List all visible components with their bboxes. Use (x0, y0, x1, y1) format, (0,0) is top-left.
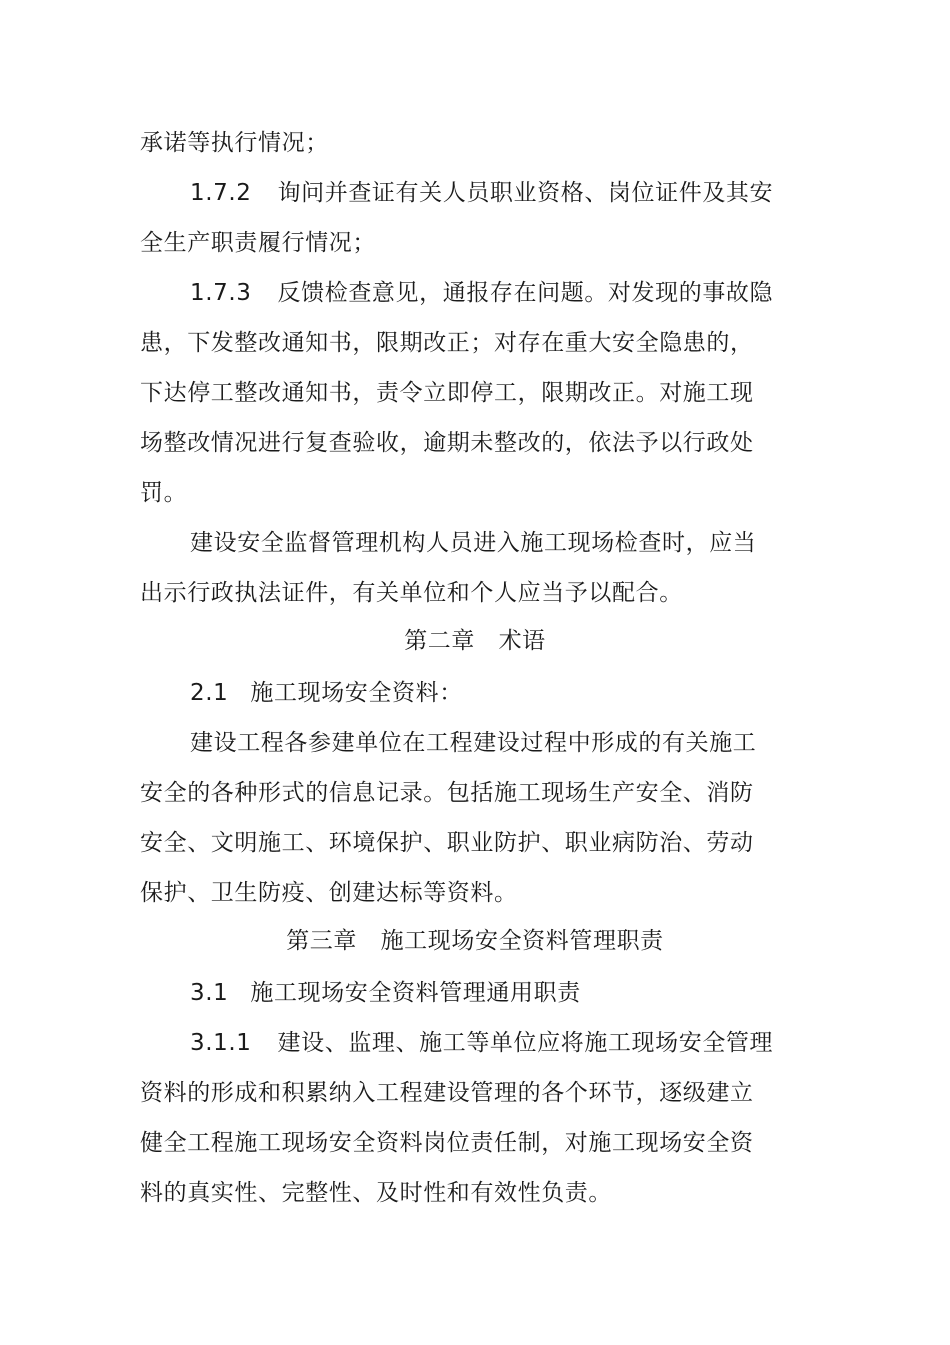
clause-text: 反馈检查意见，通报存在问题。对发现的事故隐 (277, 280, 774, 306)
clause-3-1 (190, 978, 950, 1008)
paragraph-line (140, 1128, 950, 1158)
text: 患，下发整改通知书，限期改正；对存在重大安全隐患的， (140, 330, 754, 356)
clause-1-7-2 (190, 178, 950, 208)
paragraph-line (140, 878, 950, 908)
text: 建设安全监督管理机构人员进入施工现场检查时，应当 (190, 530, 757, 556)
paragraph-line (140, 428, 950, 458)
heading-text: 第二章 术语 (404, 628, 546, 654)
clause-number: 2.1 (190, 680, 229, 706)
text: 承诺等执行情况； (140, 130, 329, 156)
text: 罚。 (140, 480, 188, 506)
clause-1-7-3 (190, 278, 950, 308)
text: 场整改情况进行复查验收，逾期未整改的，依法予以行政处 (140, 430, 754, 456)
paragraph-line (190, 528, 950, 558)
clause-text: 施工现场安全资料管理通用职责 (250, 980, 581, 1006)
paragraph-line (190, 728, 950, 758)
clause-3-1-1 (190, 1028, 950, 1058)
clause-number: 1.7.2 (190, 180, 252, 206)
paragraph-line (140, 1078, 950, 1108)
clause-text: 询问并查证有关人员职业资格、岗位证件及其安 (277, 180, 774, 206)
text: 料的真实性、完整性、及时性和有效性负责。 (140, 1180, 612, 1206)
paragraph-line (140, 228, 950, 258)
heading-text: 第三章 施工现场安全资料管理职责 (286, 928, 664, 954)
text: 保护、卫生防疫、创建达标等资料。 (140, 880, 518, 906)
text: 健全工程施工现场安全资料岗位责任制，对施工现场安全资 (140, 1130, 754, 1156)
clause-text: 施工现场安全资料： (250, 680, 463, 706)
text: 安全、文明施工、环境保护、职业防护、职业病防治、劳动 (140, 830, 754, 856)
chapter-heading-2 (0, 626, 950, 656)
clause-number: 3.1 (190, 980, 229, 1006)
chapter-heading-3 (0, 926, 950, 956)
paragraph-line (140, 828, 950, 858)
text: 下达停工整改通知书，责令立即停工，限期改正。对施工现 (140, 380, 754, 406)
paragraph-line (140, 328, 950, 358)
clause-number: 3.1.1 (190, 1030, 252, 1056)
paragraph-line (140, 1178, 950, 1208)
paragraph-line (140, 378, 950, 408)
text: 全生产职责履行情况； (140, 230, 376, 256)
text: 安全的各种形式的信息记录。包括施工现场生产安全、消防 (140, 780, 754, 806)
clause-number: 1.7.3 (190, 280, 252, 306)
text: 出示行政执法证件，有关单位和个人应当予以配合。 (140, 580, 683, 606)
text: 建设工程各参建单位在工程建设过程中形成的有关施工 (190, 730, 757, 756)
paragraph-line (140, 478, 950, 508)
paragraph-line (140, 128, 950, 158)
text: 资料的形成和积累纳入工程建设管理的各个环节，逐级建立 (140, 1080, 754, 1106)
clause-2-1 (190, 678, 950, 708)
paragraph-line (140, 578, 950, 608)
clause-text: 建设、监理、施工等单位应将施工现场安全管理 (277, 1030, 774, 1056)
paragraph-line (140, 778, 950, 808)
